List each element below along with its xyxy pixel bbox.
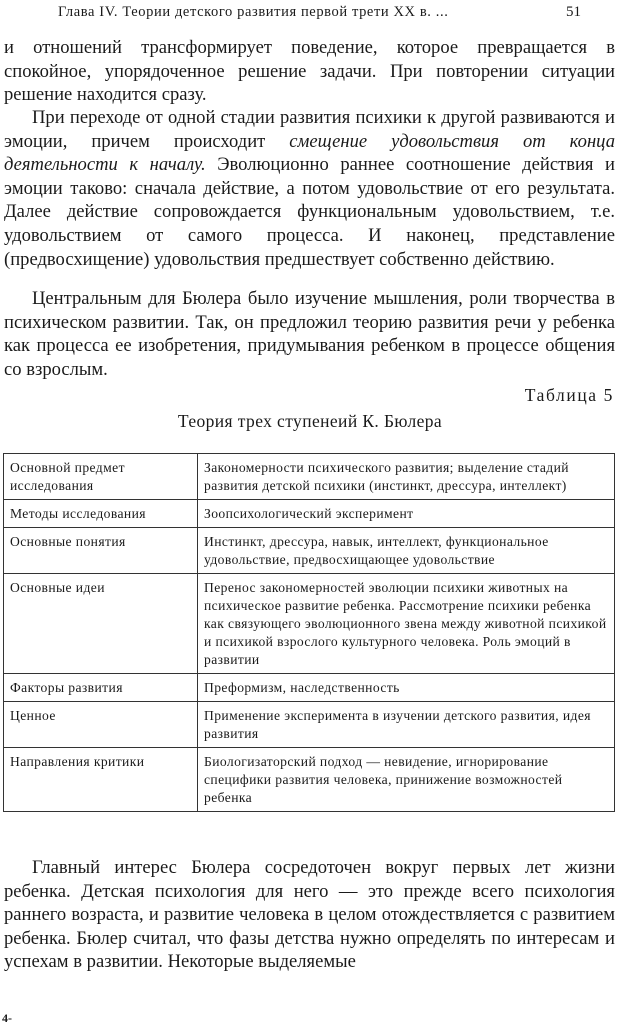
paragraph-thinking-text: Центральным для Бюлера было изучение мышления, роли творчества в психическом развитии. Так, он предложил теорию развития речи у ребенка как процесса ее изобретения, придумывания ребенком в процессе общения со взрослым. [4,288,615,380]
signature-mark: 4- [2,1011,12,1025]
row-value: Инстинкт, дрессура, навык, интеллект, функциональное удовольствие, предвосхищающее удовольствие [198,528,615,574]
paragraph-emotions-start: При переходе от одной стадии развития психики к другой развиваются и эмоции, причем происходит [4,107,615,152]
paragraph-thinking [4,287,615,381]
paragraph-emotions-emphasis: смещение удовольствия от конца деятельности к началу. [4,130,615,176]
table-row [4,454,615,500]
row-value: Закономерности психического развития; выделение стадий развития детской психики (инстинкт, дрессура, интеллект) [198,454,615,500]
table-row [4,528,615,574]
table-row [4,748,615,812]
table-row [4,702,615,748]
row-value: Применение эксперимента в изучении детского развития, идея развития [198,702,615,748]
paragraph-main-interest-text: Главный интерес Бюлера сосредоточен вокруг первых лет жизни ребенка. Детская психология для него — это прежде всего психология раннего возраста, и развитие человека в целом отождествляется с развитием ребенка. Бюлер считал, что фазы детства нужно определять по интересам и успехам в развитии. Некоторые выделяемые [4,857,615,973]
row-value: Зоопсихологический эксперимент [198,500,615,528]
paragraph-continuation: и отношений трансформирует поведение, которое превращается в спокойное, упорядоченное решение задачи. При повторении ситуации решение находится сразу. [4,37,615,106]
table-title: Теория трех ступенеий К. Бюлера [177,411,443,431]
row-key: Основные понятия [4,528,198,574]
running-header: Глава IV. Теории детского развития первой трети XX в. ... [58,4,449,20]
page-number: 51 [566,4,581,20]
theory-table [3,453,615,812]
paragraph-emotions [4,106,615,271]
row-key: Факторы развития [4,674,198,702]
table-row [4,574,615,674]
row-value: Биологизаторский подход — невидение, игнорирование специфики развития человека, принижение возможностей ребенка [198,748,615,812]
row-key: Основные идеи [4,574,198,674]
row-key: Основной предмет исследования [4,454,198,500]
row-key: Методы исследования [4,500,198,528]
table-label: Таблица 5 [524,385,614,405]
row-value: Преформизм, наследственность [198,674,615,702]
row-key: Ценное [4,702,198,748]
row-key: Направления критики [4,748,198,812]
paragraph-main-interest [4,856,615,974]
row-value: Перенос закономерностей эволюции психики животных на психическое развитие ребенка. Рассмотрение психики ребенка как связующего эволюционного звена между животной психикой и психикой взрослого культурного человека. Роль эмоций в развитии [198,574,615,674]
table-row [4,500,615,528]
paragraph-emotions-end: Эволюционно раннее соотношение действия и эмоции таково: сначала действие, а потом удовольствие от его результата. Далее действие сопровождается функциональным удовольствием, т.е. удовольствием от самого процесса. И наконец, представление (предвосхищение) удовольствия предшествует собственно действию. [4,154,616,270]
table-row [4,674,615,702]
